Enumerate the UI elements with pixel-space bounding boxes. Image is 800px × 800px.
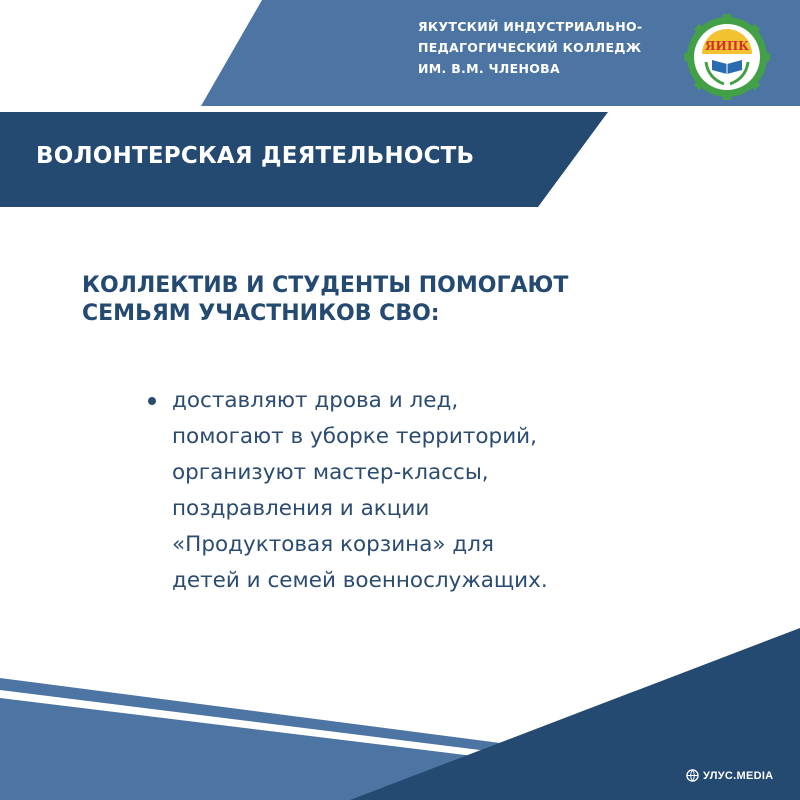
main-heading — [82, 272, 702, 328]
logo-abbreviation: ЯИПК — [704, 39, 750, 53]
globe-icon — [686, 769, 699, 782]
bullet-item — [172, 383, 642, 599]
bullet-line-2: помогают в уборке территорий, — [172, 424, 537, 449]
watermark-text: УЛУС.MEDIA — [703, 769, 774, 782]
header-band — [0, 0, 800, 106]
bullet-line-4: поздравления и акции — [172, 496, 430, 521]
college-name-line-2: ПЕДАГОГИЧЕСКИЙ КОЛЛЕДЖ — [418, 40, 642, 55]
main-heading-line-1: КОЛЛЕКТИВ И СТУДЕНТЫ ПОМОГАЮТ — [82, 273, 569, 298]
watermark — [686, 769, 773, 782]
bullet-line-5: «Продуктовая корзина» для — [172, 532, 494, 557]
bottom-stripes — [0, 620, 800, 800]
college-logo — [684, 14, 770, 100]
college-name-line-3: ИМ. В.М. ЧЛЕНОВА — [418, 61, 560, 76]
bullet-icon — [148, 397, 156, 405]
bullet-line-6: детей и семей военнослужащих. — [172, 568, 548, 593]
main-heading-line-2: СЕМЬЯМ УЧАСТНИКОВ СВО: — [82, 301, 440, 326]
bullet-line-3: организуют мастер-классы, — [172, 460, 489, 485]
college-name-line-1: ЯКУТСКИЙ ИНДУСТРИАЛЬНО- — [418, 19, 643, 34]
bullet-line-1: доставляют дрова и лед, — [172, 388, 459, 413]
college-name — [418, 16, 668, 79]
section-title: ВОЛОНТЕРСКАЯ ДЕЯТЕЛЬНОСТЬ — [36, 143, 475, 169]
